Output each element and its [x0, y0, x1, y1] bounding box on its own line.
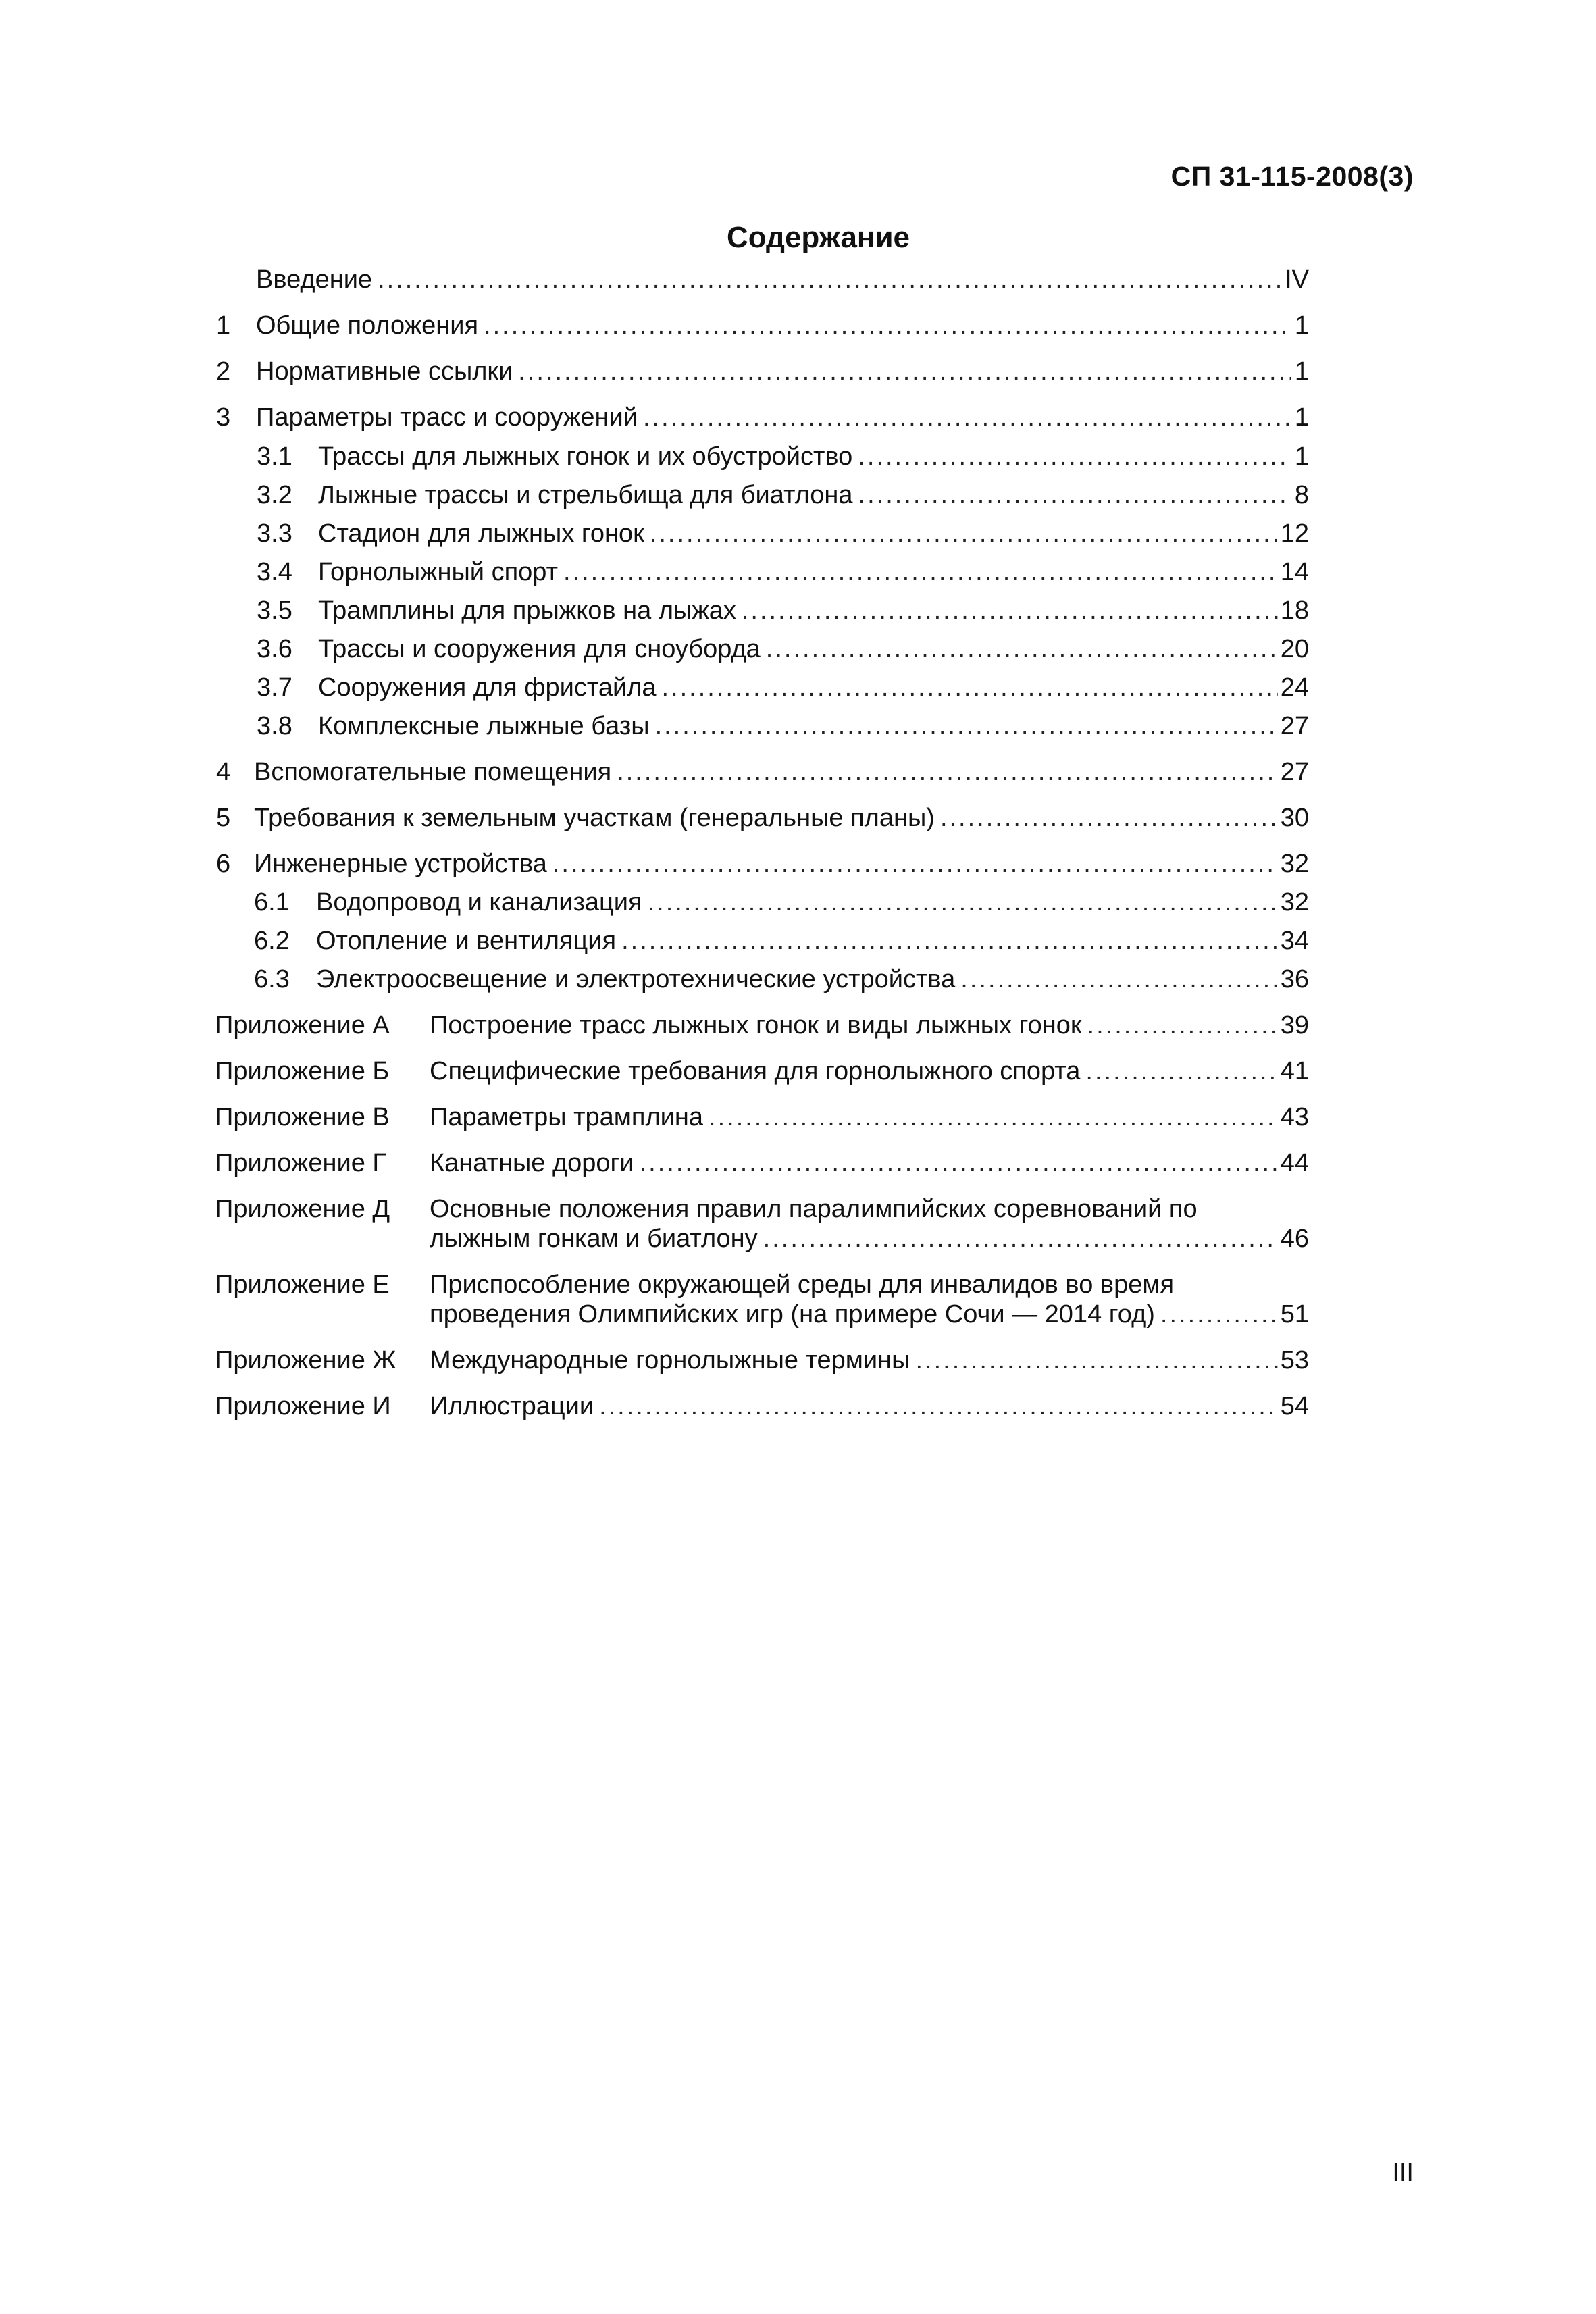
dot-leader [1160, 1300, 1278, 1329]
dot-leader [563, 557, 1278, 587]
toc-entry-title: Вспомогательные помещения [254, 758, 612, 786]
toc-entry-number: 2 [216, 357, 231, 386]
toc-entry-number: 3.5 [257, 596, 292, 625]
toc-entry-number: 6.1 [254, 888, 290, 917]
toc-entry-title: Параметры трамплина [430, 1103, 704, 1131]
toc-entry-page: 24 [1280, 673, 1309, 702]
toc-entry-number: Приложение Г [215, 1149, 387, 1177]
toc-entry-number: 6 [216, 850, 231, 878]
toc-entry-section-2 [215, 357, 1309, 386]
toc-entry-title: Требования к земельным участкам (генеральные планы) [254, 804, 935, 832]
dot-leader [650, 519, 1278, 548]
toc-entry-section-3 [215, 403, 1309, 432]
toc-entry-page: 20 [1280, 635, 1309, 663]
toc-entry-section-4 [215, 757, 1309, 787]
dot-leader [960, 965, 1277, 994]
document-code: СП 31-115-2008(3) [1170, 161, 1414, 192]
toc-entry-page: 46 [1280, 1225, 1309, 1253]
dot-leader [643, 403, 1291, 432]
toc-entry-subsection-6-2 [215, 926, 1309, 956]
dot-leader [518, 357, 1291, 386]
toc-entry-subsection-3-7 [215, 673, 1309, 702]
toc-entry-page: IV [1285, 265, 1309, 294]
toc-entry-appendix-i [215, 1391, 1309, 1421]
toc-entry-number: 3.8 [257, 712, 292, 740]
toc-entry-title: Общие положения [256, 311, 479, 340]
toc-entry-subsection-6-1 [215, 888, 1309, 917]
toc-entry-page: 18 [1280, 596, 1309, 625]
toc-entry-page: 34 [1280, 927, 1309, 955]
toc-entry-appendix-b [215, 1056, 1309, 1086]
toc-entry-page: 43 [1280, 1103, 1309, 1131]
dot-leader [640, 1148, 1278, 1178]
toc-entry-title-line-1: Приспособление окружающей среды для инвалидов во время [430, 1270, 1175, 1299]
toc-entry-subsection-3-6 [215, 634, 1309, 664]
toc-entry-number: 3 [216, 403, 231, 432]
toc-entry-page: 8 [1294, 481, 1309, 509]
toc-entry-subsection-3-5 [215, 596, 1309, 625]
toc-entry-page: 14 [1280, 558, 1309, 586]
dot-leader [599, 1391, 1278, 1421]
toc-entry-title: Трассы для лыжных гонок и их обустройство [318, 442, 853, 471]
toc-entry-title: Трассы и сооружения для сноуборда [318, 635, 761, 663]
toc-entry-number: Приложение В [215, 1103, 390, 1131]
dot-leader [763, 1224, 1278, 1254]
dot-leader [915, 1345, 1277, 1375]
toc-entry-title: Сооружения для фристайла [318, 673, 657, 702]
toc-entry-subsection-3-1 [215, 442, 1309, 471]
dot-leader [484, 311, 1291, 340]
toc-entry-title: Электроосвещение и электротехнические устройства [316, 965, 956, 994]
toc-entry-appendix-d [215, 1194, 1309, 1254]
toc-entry-number: Приложение И [215, 1392, 391, 1420]
toc-entry-appendix-v [215, 1102, 1309, 1132]
toc-entry-section-6 [215, 849, 1309, 879]
dot-leader [552, 849, 1278, 879]
dot-leader [655, 711, 1278, 741]
table-of-contents [215, 265, 1309, 1421]
toc-entry-title: Иллюстрации [430, 1392, 594, 1420]
dot-leader [621, 926, 1278, 956]
toc-entry-title: Построение трасс лыжных гонок и виды лыжных гонок [430, 1011, 1082, 1039]
dot-leader [378, 265, 1282, 294]
toc-entry-title: Горнолыжный спорт [318, 558, 558, 586]
toc-entry-number: 5 [216, 804, 231, 832]
toc-entry-page: 1 [1294, 311, 1309, 340]
dot-leader [940, 803, 1278, 833]
toc-entry-introduction [215, 265, 1309, 294]
toc-entry-number: 6.3 [254, 965, 290, 994]
toc-entry-subsection-3-3 [215, 519, 1309, 548]
toc-entry-title: Стадион для лыжных гонок [318, 519, 644, 548]
dot-leader [1085, 1056, 1277, 1086]
dot-leader [617, 757, 1278, 787]
toc-entry-title: Международные горнолыжные термины [430, 1346, 910, 1374]
toc-entry-number: Приложение Ж [215, 1346, 396, 1374]
toc-entry-title: Отопление и вентиляция [316, 927, 617, 955]
toc-entry-number: 3.2 [257, 481, 292, 509]
toc-entry-title: Введение [256, 265, 373, 294]
toc-entry-page: 53 [1280, 1346, 1309, 1374]
toc-entry-appendix-a [215, 1010, 1309, 1040]
toc-entry-page: 27 [1280, 758, 1309, 786]
toc-entry-title: Трамплины для прыжков на лыжах [318, 596, 736, 625]
toc-entry-subsection-3-4 [215, 557, 1309, 587]
toc-entry-number: 3.4 [257, 558, 292, 586]
toc-entry-page: 32 [1280, 888, 1309, 917]
toc-entry-number: Приложение Д [215, 1195, 390, 1223]
toc-entry-number: 3.6 [257, 635, 292, 663]
dot-leader [1087, 1010, 1278, 1040]
toc-entry-title: Параметры трасс и сооружений [256, 403, 638, 432]
toc-entry-number: 3.1 [257, 442, 292, 471]
toc-entry-page: 41 [1280, 1057, 1309, 1085]
toc-entry-appendix-g [215, 1148, 1309, 1178]
dot-leader [662, 673, 1278, 702]
toc-entry-number: 6.2 [254, 927, 290, 955]
toc-entry-title: Комплексные лыжные базы [318, 712, 650, 740]
toc-entry-title: Нормативные ссылки [256, 357, 513, 386]
dot-leader [858, 442, 1291, 471]
toc-entry-number: Приложение А [215, 1011, 390, 1039]
toc-entry-title: Инженерные устройства [254, 850, 547, 878]
toc-entry-title: Канатные дороги [430, 1149, 634, 1177]
toc-entry-appendix-zh [215, 1345, 1309, 1375]
dot-leader [709, 1102, 1278, 1132]
toc-entry-title: Водопровод и канализация [316, 888, 642, 917]
toc-entry-title: лыжным гонкам и биатлону [430, 1225, 758, 1253]
toc-entry-page: 51 [1280, 1300, 1309, 1329]
toc-entry-page: 44 [1280, 1149, 1309, 1177]
toc-entry-subsection-6-3 [215, 965, 1309, 994]
toc-entry-page: 30 [1280, 804, 1309, 832]
dot-leader [742, 596, 1278, 625]
toc-entry-page: 36 [1280, 965, 1309, 994]
page-number: III [1392, 2159, 1414, 2187]
toc-entry-page: 27 [1280, 712, 1309, 740]
dot-leader [648, 888, 1278, 917]
toc-entry-page: 1 [1294, 442, 1309, 471]
toc-entry-number: 4 [216, 758, 231, 786]
toc-entry-page: 32 [1280, 850, 1309, 878]
toc-entry-number: Приложение Б [215, 1057, 390, 1085]
toc-entry-number: Приложение Е [215, 1270, 390, 1299]
toc-entry-subsection-3-8 [215, 711, 1309, 741]
toc-entry-title: проведения Олимпийских игр (на примере Сочи — 2014 год) [430, 1300, 1155, 1329]
toc-entry-number: 3.7 [257, 673, 292, 702]
toc-entry-page: 12 [1280, 519, 1309, 548]
toc-entry-title-line-1: Основные положения правил паралимпийских соревнований по [430, 1195, 1198, 1223]
toc-entry-title: Специфические требования для горнолыжного спорта [430, 1057, 1081, 1085]
dot-leader [766, 634, 1278, 664]
toc-entry-page: 1 [1294, 357, 1309, 386]
dot-leader [858, 480, 1291, 510]
toc-entry-number: 3.3 [257, 519, 292, 548]
toc-entry-subsection-3-2 [215, 480, 1309, 510]
page-title: Содержание [726, 221, 910, 254]
toc-entry-number: 1 [216, 311, 231, 340]
toc-entry-section-5 [215, 803, 1309, 833]
toc-entry-appendix-e [215, 1270, 1309, 1329]
toc-entry-page: 54 [1280, 1392, 1309, 1420]
toc-entry-section-1 [215, 311, 1309, 340]
toc-entry-page: 1 [1294, 403, 1309, 432]
toc-entry-page: 39 [1280, 1011, 1309, 1039]
toc-entry-title: Лыжные трассы и стрельбища для биатлона [318, 481, 853, 509]
